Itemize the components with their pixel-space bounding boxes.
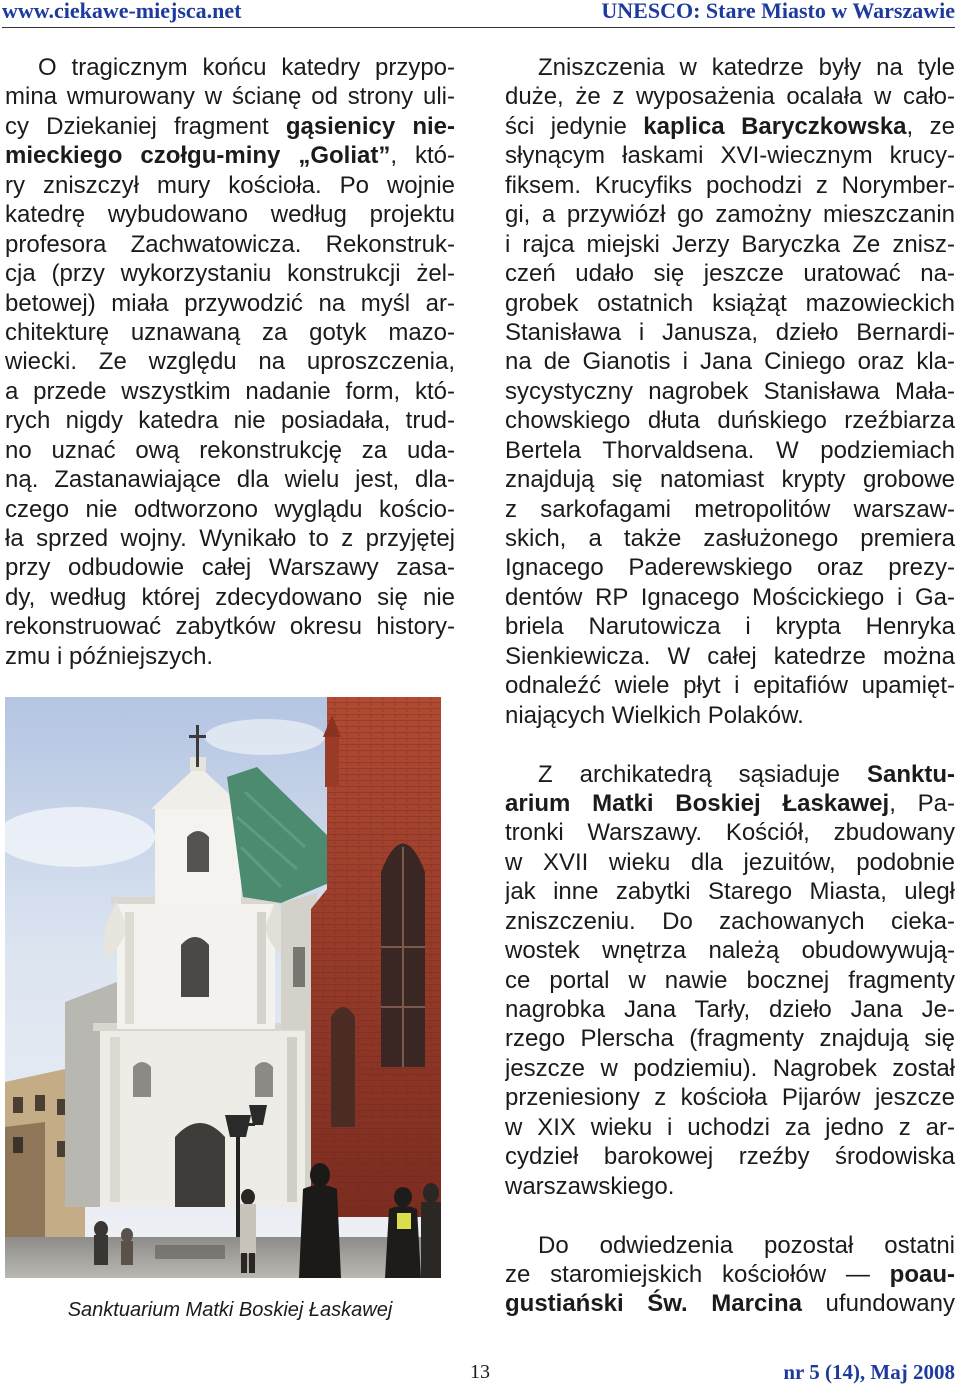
text-line: przeniesiony z kościoła Pijarów jeszcze: [505, 1084, 955, 1112]
text-line: chowskiego dłuta duńskiego rzeźbiarza: [505, 407, 955, 435]
bold-phrase: poau-: [889, 1260, 955, 1288]
section-title: UNESCO: Stare Miasto w Warszawie: [601, 0, 955, 23]
text-line: odnaleźć wiele płyt i epitafiów upamięt-: [505, 672, 955, 700]
text-line: nagrobka Jana Tarły, dzieło Jana Je-: [505, 996, 955, 1023]
cloud: [205, 719, 325, 755]
text-line: tronki Warszawy. Kościół, zbudowany: [505, 819, 955, 847]
brick-cathedral-wall: [311, 697, 441, 1217]
text-line: znajdują się natomiast krypty grobowe: [505, 466, 955, 494]
text-line: ną. Zastanawiające dla wielu jest, dla-: [5, 466, 455, 494]
bold-phrase: kaplica Baryczkowska: [643, 112, 907, 140]
bold-phrase: gąsienicy nie-: [285, 112, 455, 140]
text-line: ry zniszczył mury kościoła. Po wojnie: [5, 171, 455, 199]
text-line: cja (przy wykorzystaniu konstrukcji żel-: [5, 260, 455, 288]
text-line: Stanisława i Janusza, dzieło Bernardi-: [505, 318, 955, 346]
text-line: ze staromiejskich kościołów — poau-: [505, 1260, 955, 1288]
issue-label: nr 5 (14), Maj 2008: [783, 1360, 955, 1384]
text-line: jak inne zabytki Starego Miasta, uległ: [505, 878, 955, 906]
bold-phrase: arium Matki Boskiej Łaskawej: [505, 789, 890, 817]
church-photo: [5, 697, 441, 1278]
text-line: ła sprzed wojny. Wynikało to z przyjętej: [5, 525, 455, 552]
text-line: gi, a przywiózł go zamożny mieszczanin: [505, 201, 955, 229]
text-line: czeń udało się jeszcze uratować na-: [505, 260, 955, 288]
text-line: jeszcze w podziemiu). Nagrobek został: [505, 1054, 955, 1082]
text-line: na de Gianotis i Jana Ciniego oraz kla-: [505, 348, 955, 376]
text-line: cy Dziekaniej fragment gąsienicy nie-: [5, 112, 455, 140]
text-line: Ignacego Paderewskiego oraz prezy-: [505, 554, 955, 582]
right-column: [505, 53, 955, 1319]
text-line: grobek ostatnich książąt mazowieckich: [505, 289, 955, 317]
text-line: katedrę wybudowano według projektu: [5, 201, 455, 229]
text-line: Bertela Thorvaldsena. W podziemiach: [505, 436, 955, 464]
paragraph-sanctuary: [505, 760, 955, 1202]
text-line: rekonstruować zabytków okresu history-: [5, 613, 455, 641]
text-line: a przede wszystkim nadanie form, któ-: [5, 377, 455, 405]
bold-phrase: mieckiego czołgu-miny „Goliat”: [5, 142, 391, 170]
text-line: i rajca miejski Jerzy Baryczka Ze znisz-: [505, 230, 955, 258]
text-line: Zniszczenia w katedrze były na tyle: [538, 54, 955, 81]
text-line: mina wmurowany w ścianę od strony uli-: [5, 83, 455, 111]
bold-phrase: gustiański Św. Marcina: [505, 1290, 802, 1318]
text-line: dentów RP Ignacego Mościckiego i Ga-: [505, 583, 955, 611]
text-line: betowej) miała przywodzić na myśl ar-: [5, 289, 455, 317]
text-line: briela Narutowicza i krypta Henryka: [505, 613, 955, 641]
bold-phrase: Sanktu-: [866, 760, 955, 788]
text-line: niających Wielkich Polaków.: [505, 701, 804, 729]
text-line: ści jedynie kaplica Baryczkowska, ze: [505, 112, 955, 140]
text-line: ce portal w nawie bocznej fragmenty: [505, 966, 955, 994]
text-line: wostek wnętrza należą obudowywują-: [505, 937, 955, 965]
paragraph-st-martin: [505, 1231, 955, 1319]
text-line: rzego Plerscha (fragmenty znajdują się: [505, 1025, 955, 1053]
text-line: chitekturę uznawaną za gotyk mazo-: [5, 318, 455, 346]
text-line: sycystyczny nagrobek Stanisława Mała-: [505, 377, 955, 405]
text-line: duże, że z wyposażenia ocalała w cało-: [505, 83, 955, 111]
text-line: Do odwiedzenia pozostał ostatni: [538, 1231, 955, 1259]
text-line: skich, a także zasłużonego premiera: [505, 525, 955, 552]
left-column: [5, 53, 455, 671]
text-line: warszawskiego.: [505, 1172, 675, 1200]
text-line: przy odbudowie całej Warszawy zasa-: [5, 554, 455, 582]
text-line: mieckiego czołgu-miny „Goliat”, któ-: [5, 142, 455, 170]
paragraph-cathedral-interior: [505, 53, 955, 730]
text-line: profesora Zachwatowicza. Rekonstruk-: [5, 230, 455, 258]
text-line: dy, według której zdecydowano się nie: [5, 583, 455, 611]
photo-caption: Sanktuarium Matki Boskiej Łaskawej: [67, 1299, 393, 1321]
text-line: z sarkofagami metropolitów warszaw-: [505, 495, 955, 523]
page-number: 13: [470, 1361, 490, 1383]
paragraph-cathedral-reconstruction: [5, 53, 455, 671]
text-line: fiksem. Krucyfiks pochodzi z Norymber-: [505, 171, 955, 199]
text-line: zniszczeniu. Do zachowanych cieka-: [505, 907, 955, 935]
text-line: Sienkiewicza. W całej katedrze można: [505, 642, 955, 670]
text-line: w XVII wieku dla jezuitów, podobnie: [505, 848, 955, 876]
text-line: no uznać ową rekonstrukcję za uda-: [5, 436, 455, 464]
site-url[interactable]: www.ciekawe-miejsca.net: [2, 0, 242, 23]
text-line: czego nie odtworzono wyglądu kościo-: [5, 495, 455, 523]
text-line: rych nigdy katedra nie posiadała, trud-: [5, 407, 455, 435]
text-line: Z archikatedrą sąsiaduje Sanktu-: [538, 760, 955, 788]
text-line: zmu i późniejszych.: [5, 642, 214, 670]
text-line: gustiański Św. Marcina ufundowany: [505, 1290, 955, 1318]
text-line: O tragicznym końcu katedry przypo-: [38, 54, 455, 81]
text-line: słynącym łaskami XVI-wiecznym krucy-: [505, 142, 955, 170]
text-line: cydzieł barokowej rzeźby środowiska: [505, 1143, 955, 1171]
church-side-window: [293, 947, 305, 987]
text-line: wiecki. Ze względu na uproszczenia,: [5, 348, 455, 376]
text-line: w XIX wieku i uchodzi za jedno z ar-: [505, 1113, 955, 1141]
header-rule: [2, 27, 955, 28]
text-line: arium Matki Boskiej Łaskawej, Pa-: [505, 789, 955, 817]
